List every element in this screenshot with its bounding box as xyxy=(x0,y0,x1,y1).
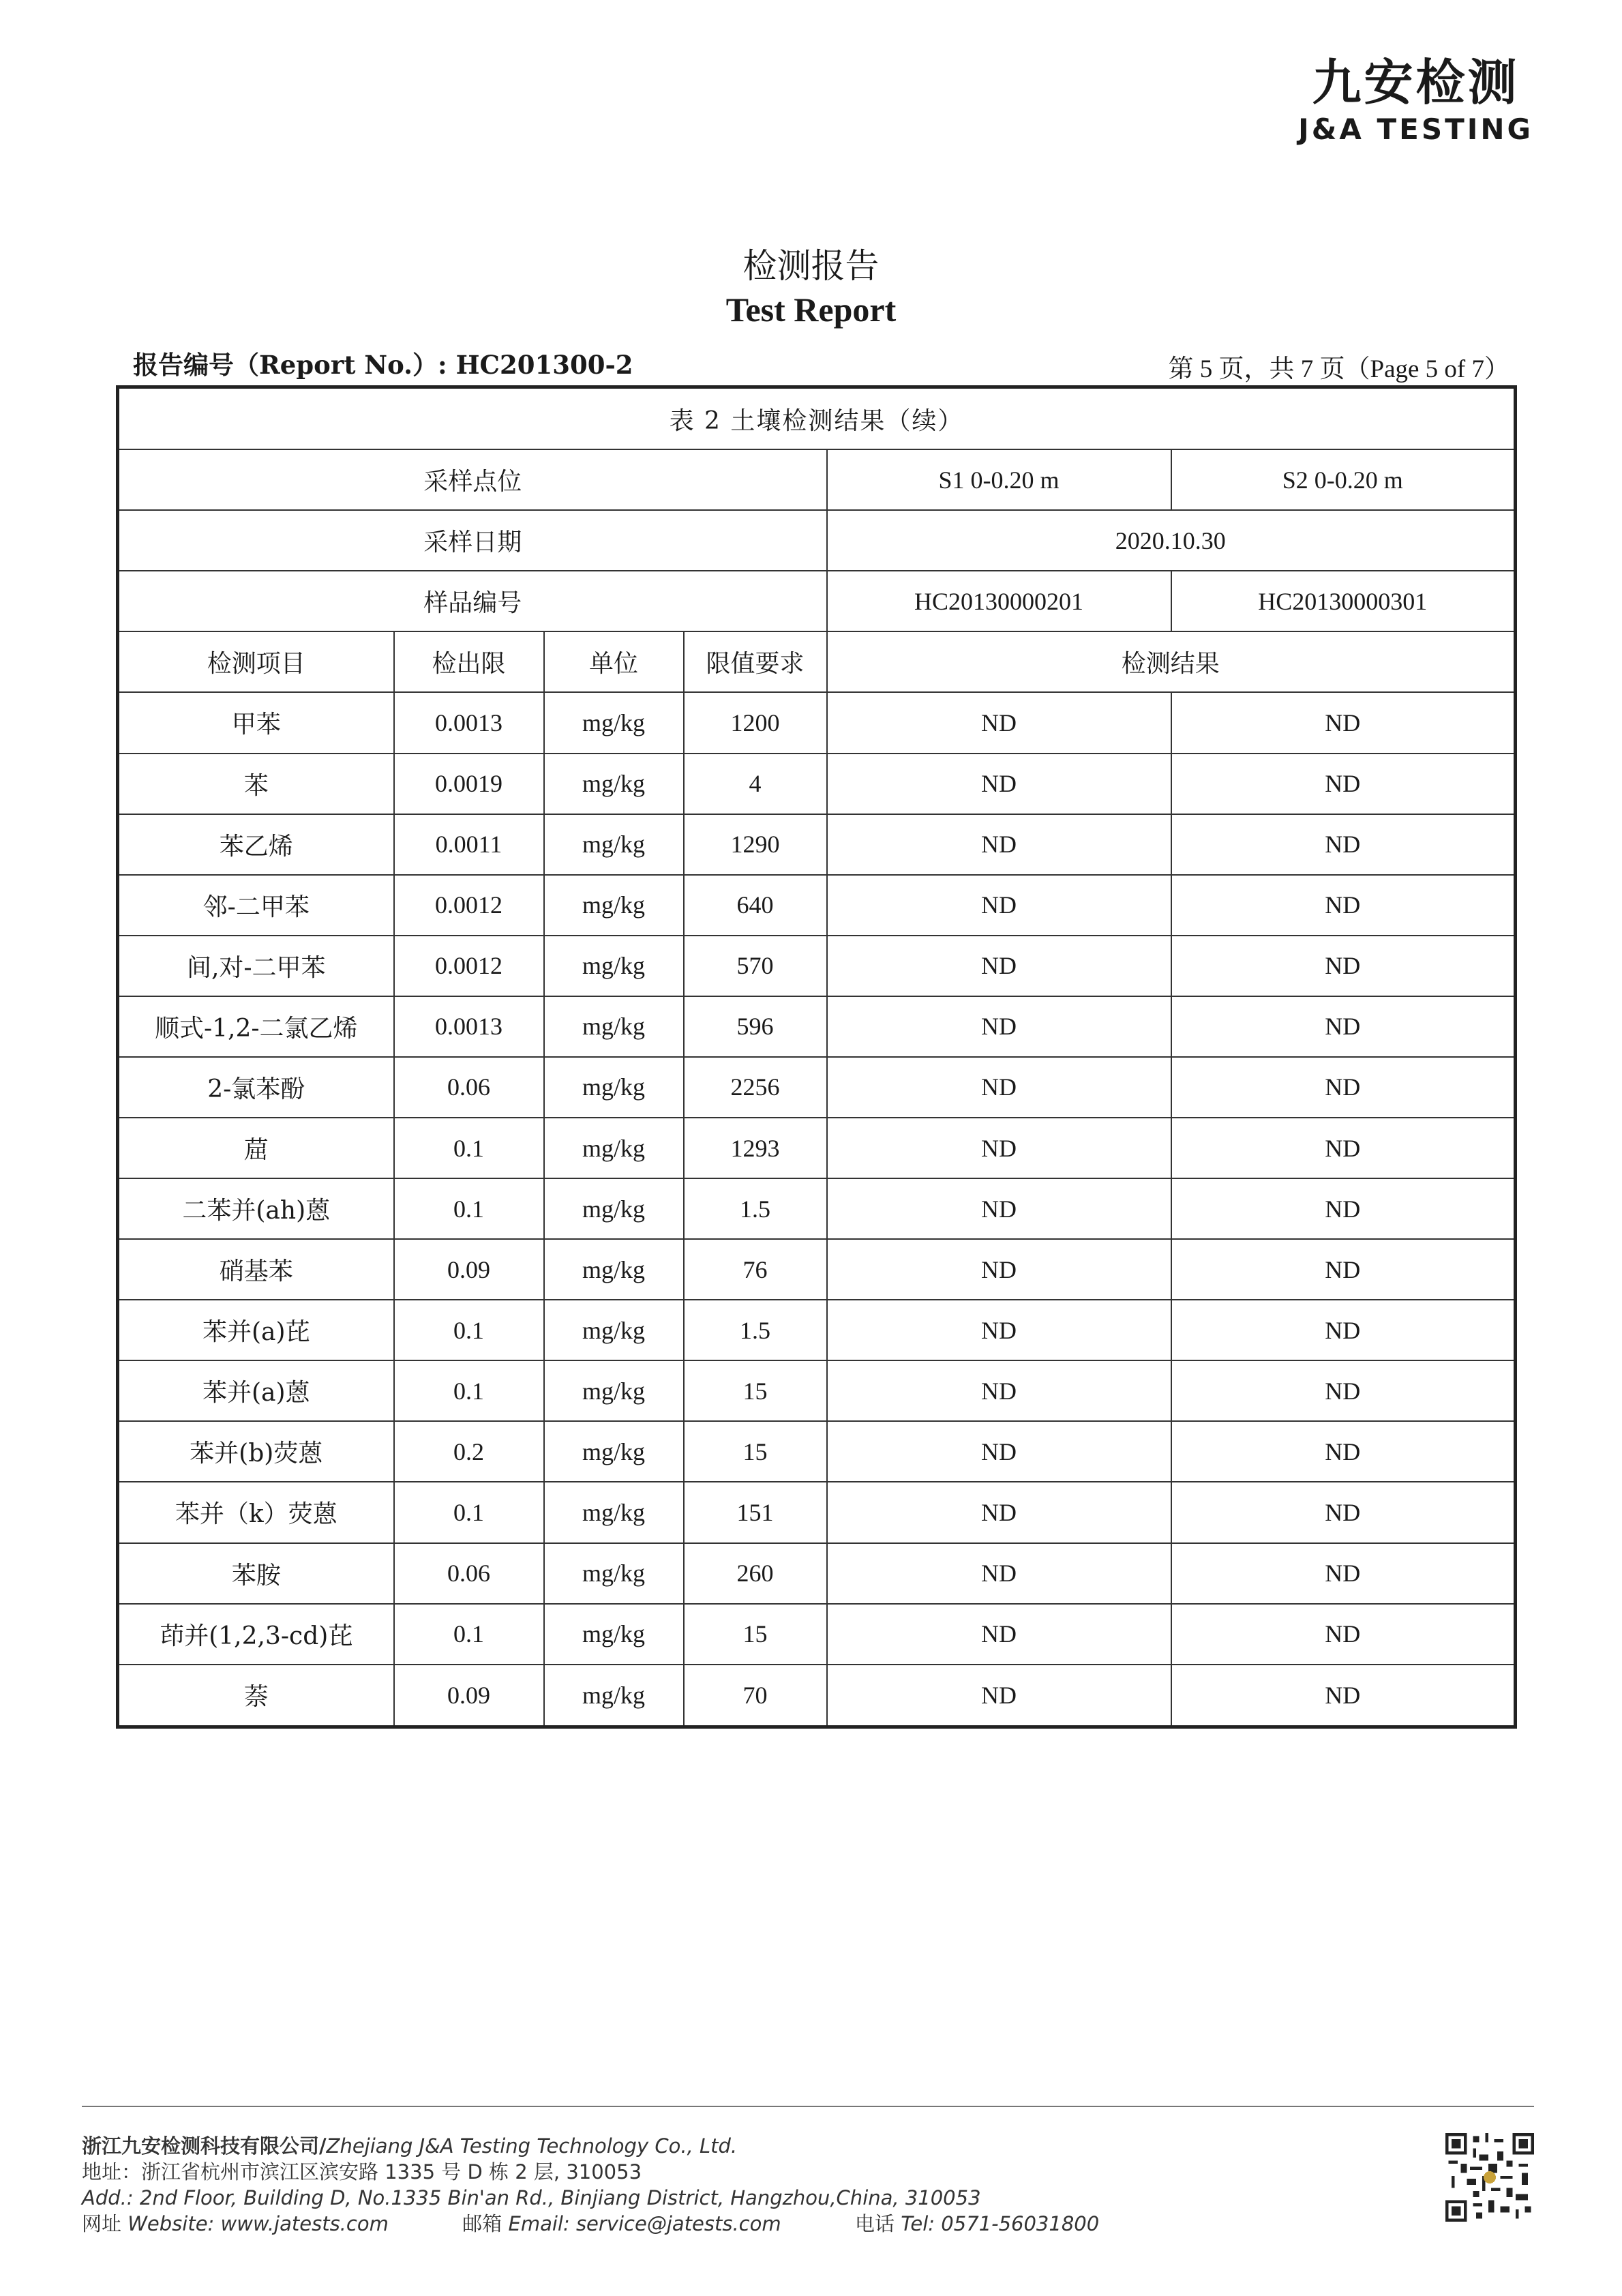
cell-item: 䓛 xyxy=(118,1118,394,1178)
cell-detection-limit: 0.1 xyxy=(394,1118,544,1178)
cell-detection-limit: 0.0019 xyxy=(394,754,544,814)
cell-detection-limit: 0.0013 xyxy=(394,996,544,1057)
table-row xyxy=(118,996,1516,1057)
cell-result-s2: ND xyxy=(1171,875,1516,936)
cell-detection-limit: 0.09 xyxy=(394,1239,544,1300)
cell-unit: mg/kg xyxy=(544,996,684,1057)
cell-limit: 1290 xyxy=(684,814,827,875)
column-header-row xyxy=(118,631,1516,692)
footer-website[interactable]: Website: www.jatests.com xyxy=(127,2212,389,2235)
cell-item: 2-氯苯酚 xyxy=(118,1057,394,1118)
table-row xyxy=(118,1360,1516,1421)
cell-detection-limit: 0.09 xyxy=(394,1665,544,1727)
cell-item: 苯并(a)蒽 xyxy=(118,1360,394,1421)
table-row xyxy=(118,1482,1516,1542)
footer-company-cn: 浙江九安检测科技有限公司/ xyxy=(82,2134,327,2158)
cell-item: 苯乙烯 xyxy=(118,814,394,875)
cell-result-s2: ND xyxy=(1171,1604,1516,1665)
cell-item: 硝基苯 xyxy=(118,1239,394,1300)
col-header-detection-limit: 检出限 xyxy=(394,631,544,692)
cell-item: 苯并(a)芘 xyxy=(118,1300,394,1360)
footer-divider xyxy=(82,2106,1534,2107)
footer-email-label: 邮箱 xyxy=(462,2212,502,2235)
cell-result-s1: ND xyxy=(827,996,1171,1057)
cell-result-s1: ND xyxy=(827,1178,1171,1239)
col-header-unit: 单位 xyxy=(544,631,684,692)
page-number-text: 第 5 页，共 7 页（Page 5 of 7） xyxy=(1168,355,1510,383)
cell-item: 苯 xyxy=(118,754,394,814)
cell-detection-limit: 0.0013 xyxy=(394,692,544,753)
table-row xyxy=(118,1239,1516,1300)
logo-cn-text: 九安检测 xyxy=(1312,54,1520,111)
cell-result-s1: ND xyxy=(827,875,1171,936)
cell-unit: mg/kg xyxy=(544,1057,684,1118)
cell-result-s1: ND xyxy=(827,1239,1171,1300)
footer-email[interactable]: Email: service@jatests.com xyxy=(508,2212,781,2235)
cell-unit: mg/kg xyxy=(544,1178,684,1239)
sample-id-s1: HC20130000201 xyxy=(827,571,1171,631)
sampling-date-label: 采样日期 xyxy=(118,510,827,571)
cell-detection-limit: 0.1 xyxy=(394,1300,544,1360)
table-row xyxy=(118,754,1516,814)
cell-result-s2: ND xyxy=(1171,1482,1516,1542)
cell-limit: 1.5 xyxy=(684,1178,827,1239)
cell-detection-limit: 0.1 xyxy=(394,1604,544,1665)
cell-detection-limit: 0.06 xyxy=(394,1057,544,1118)
cell-unit: mg/kg xyxy=(544,692,684,753)
cell-detection-limit: 0.0012 xyxy=(394,936,544,996)
col-header-limit: 限值要求 xyxy=(684,631,827,692)
cell-result-s2: ND xyxy=(1171,1239,1516,1300)
cell-result-s1: ND xyxy=(827,1057,1171,1118)
cell-item: 顺式-1,2-二氯乙烯 xyxy=(118,996,394,1057)
cell-limit: 1.5 xyxy=(684,1300,827,1360)
cell-result-s1: ND xyxy=(827,1665,1171,1727)
table-row xyxy=(118,1300,1516,1360)
cell-unit: mg/kg xyxy=(544,1300,684,1360)
table-row xyxy=(118,936,1516,996)
table-row xyxy=(118,692,1516,753)
cell-detection-limit: 0.06 xyxy=(394,1543,544,1604)
table-row xyxy=(118,1178,1516,1239)
table-row xyxy=(118,1604,1516,1665)
cell-limit: 4 xyxy=(684,754,827,814)
footer xyxy=(82,2133,1099,2237)
cell-result-s2: ND xyxy=(1171,1057,1516,1118)
cell-unit: mg/kg xyxy=(544,814,684,875)
report-title-en: Test Report xyxy=(725,290,897,329)
cell-item: 二苯并(ah)蒽 xyxy=(118,1178,394,1239)
sampling-point-s2: S2 0-0.20 m xyxy=(1171,449,1516,510)
cell-item: 茚并(1,2,3-cd)芘 xyxy=(118,1604,394,1665)
cell-limit: 596 xyxy=(684,996,827,1057)
cell-result-s1: ND xyxy=(827,1360,1171,1421)
cell-result-s2: ND xyxy=(1171,1178,1516,1239)
cell-detection-limit: 0.2 xyxy=(394,1421,544,1482)
cell-limit: 151 xyxy=(684,1482,827,1542)
cell-limit: 76 xyxy=(684,1239,827,1300)
cell-result-s1: ND xyxy=(827,1421,1171,1482)
cell-result-s2: ND xyxy=(1171,996,1516,1057)
cell-item: 邻-二甲苯 xyxy=(118,875,394,936)
cell-result-s2: ND xyxy=(1171,1360,1516,1421)
soil-results-table xyxy=(116,385,1517,1729)
cell-result-s1: ND xyxy=(827,936,1171,996)
sampling-point-s1: S1 0-0.20 m xyxy=(827,449,1171,510)
cell-limit: 15 xyxy=(684,1604,827,1665)
cell-unit: mg/kg xyxy=(544,1665,684,1727)
cell-result-s1: ND xyxy=(827,1604,1171,1665)
qr-code-icon xyxy=(1445,2133,1534,2222)
caption-row xyxy=(118,387,1516,450)
cell-result-s2: ND xyxy=(1171,754,1516,814)
cell-result-s2: ND xyxy=(1171,1421,1516,1482)
cell-unit: mg/kg xyxy=(544,936,684,996)
cell-unit: mg/kg xyxy=(544,1421,684,1482)
cell-limit: 1293 xyxy=(684,1118,827,1178)
cell-limit: 15 xyxy=(684,1421,827,1482)
cell-result-s2: ND xyxy=(1171,1300,1516,1360)
table-row xyxy=(118,1118,1516,1178)
cell-unit: mg/kg xyxy=(544,1604,684,1665)
cell-unit: mg/kg xyxy=(544,875,684,936)
cell-limit: 2256 xyxy=(684,1057,827,1118)
cell-item: 甲苯 xyxy=(118,692,394,753)
cell-result-s1: ND xyxy=(827,1118,1171,1178)
cell-result-s1: ND xyxy=(827,754,1171,814)
sampling-date-value: 2020.10.30 xyxy=(827,510,1516,571)
cell-result-s1: ND xyxy=(827,1543,1171,1604)
cell-detection-limit: 0.1 xyxy=(394,1178,544,1239)
cell-result-s1: ND xyxy=(827,692,1171,753)
table-row xyxy=(118,1421,1516,1482)
report-number: 报告编号（Report No.）: HC201300-2 xyxy=(133,350,633,380)
cell-result-s2: ND xyxy=(1171,692,1516,753)
footer-address-cn: 地址：浙江省杭州市滨江区滨安路 1335 号 D 栋 2 层, 310053 xyxy=(82,2160,642,2183)
sampling-date-row xyxy=(118,510,1516,571)
company-logo xyxy=(1298,54,1533,146)
cell-unit: mg/kg xyxy=(544,1482,684,1542)
col-header-item: 检测项目 xyxy=(118,631,394,692)
footer-website-label: 网址 xyxy=(82,2212,122,2235)
footer-tel: Tel: 0571-56031800 xyxy=(901,2212,1100,2235)
cell-result-s1: ND xyxy=(827,1482,1171,1542)
cell-limit: 640 xyxy=(684,875,827,936)
cell-item: 间,对-二甲苯 xyxy=(118,936,394,996)
cell-item: 苯并（k）荧蒽 xyxy=(118,1482,394,1542)
cell-result-s1: ND xyxy=(827,814,1171,875)
cell-limit: 570 xyxy=(684,936,827,996)
sample-id-s2: HC20130000301 xyxy=(1171,571,1516,631)
footer-company-en: Zhejiang J&A Testing Technology Co., Ltd. xyxy=(326,2134,738,2158)
table-row xyxy=(118,1543,1516,1604)
cell-limit: 15 xyxy=(684,1360,827,1421)
sampling-point-label: 采样点位 xyxy=(118,449,827,510)
cell-unit: mg/kg xyxy=(544,1543,684,1604)
logo-en-text: J&A TESTING xyxy=(1298,113,1533,146)
cell-limit: 1200 xyxy=(684,692,827,753)
cell-result-s2: ND xyxy=(1171,936,1516,996)
cell-limit: 70 xyxy=(684,1665,827,1727)
sample-id-label: 样品编号 xyxy=(118,571,827,631)
cell-item: 苯胺 xyxy=(118,1543,394,1604)
footer-tel-label: 电话 xyxy=(855,2212,895,2235)
cell-detection-limit: 0.0011 xyxy=(394,814,544,875)
table-row xyxy=(118,1057,1516,1118)
table-row xyxy=(118,1665,1516,1727)
col-header-result: 检测结果 xyxy=(827,631,1516,692)
page-number xyxy=(1169,348,1510,385)
cell-limit: 260 xyxy=(684,1543,827,1604)
cell-result-s1: ND xyxy=(827,1300,1171,1360)
cell-unit: mg/kg xyxy=(544,1239,684,1300)
cell-result-s2: ND xyxy=(1171,1665,1516,1727)
cell-unit: mg/kg xyxy=(544,754,684,814)
cell-unit: mg/kg xyxy=(544,1118,684,1178)
table-row xyxy=(118,875,1516,936)
cell-result-s2: ND xyxy=(1171,1543,1516,1604)
cell-detection-limit: 0.1 xyxy=(394,1482,544,1542)
cell-result-s2: ND xyxy=(1171,814,1516,875)
sampling-point-row xyxy=(118,449,1516,510)
cell-result-s2: ND xyxy=(1171,1118,1516,1178)
table-row xyxy=(118,814,1516,875)
cell-detection-limit: 0.1 xyxy=(394,1360,544,1421)
cell-item: 萘 xyxy=(118,1665,394,1727)
report-title-cn: 检测报告 xyxy=(742,246,880,286)
cell-unit: mg/kg xyxy=(544,1360,684,1421)
cell-item: 苯并(b)荧蒽 xyxy=(118,1421,394,1482)
footer-address-en: Add.: 2nd Floor, Building D, No.1335 Bin'an Rd., Binjiang District, Hangzhou,China, 310053 xyxy=(82,2186,981,2209)
sample-id-row xyxy=(118,571,1516,631)
table-caption: 表 2 土壤检测结果（续） xyxy=(118,387,1516,450)
cell-detection-limit: 0.0012 xyxy=(394,875,544,936)
